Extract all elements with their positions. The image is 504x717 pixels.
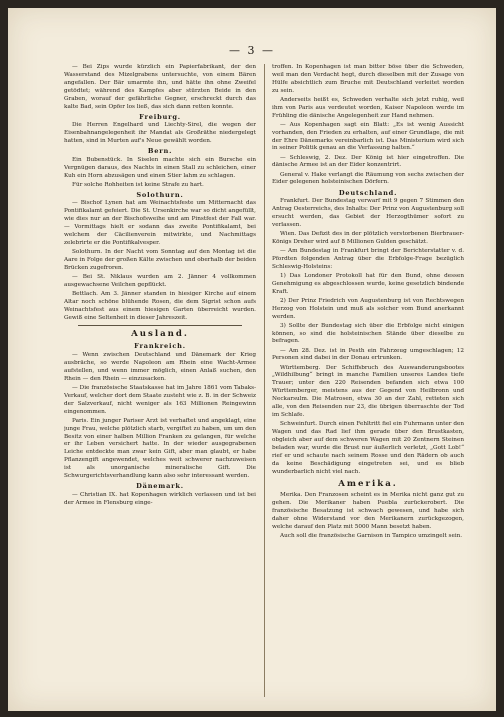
heading-deutschland: Deutschland.	[338, 188, 398, 197]
article-general-hake: General v. Hake verlangt die Räumung von sechs zwischen der Eider gelegenen holsteinischen Dörfern.	[272, 171, 464, 186]
left-column	[64, 64, 256, 714]
article-bundestag-antrag: — Am Bundestag in Frankfurt bringt der Berichterstatter v. d. Pfordten folgenden Antrag über die Erbfolge-Frage bezüglich Schleswig-Holsteins:	[272, 247, 464, 270]
article-frankreich-tabak: — Die französische Staatskasse hat im Jahre 1861 vom Tabaks-Verkauf, welcher dort dem Staate zusteht wie z. B. in der Schweiz der Salzverkauf, nicht weniger als 163 Millionen Reingewinn eingenommen.	[64, 384, 256, 415]
newspaper-page	[8, 8, 496, 711]
article-antrag-1: 1) Das Londoner Protokoll hat für den Bund, ohne dessen Genehmigung es abgeschlossen wurde, keine gesetzlich bindende Kraft.	[272, 272, 464, 295]
right-column	[272, 64, 464, 714]
article-antrag-3: 3) Sollte der Bundestag sich über die Erbfolge nicht einigen können, so sind die holsteinischen Stände über dieselbe zu befragen.	[272, 322, 464, 345]
article-bettlach: Bettlach. Am 3. Jänner standen in hiesiger Kirche auf einem Altar noch schöne blühende Rosen, die dem Sigrist schon aufs Weinachtsfest aus einem hiesigen Garten überreicht wurden. Gewiß eine Seltenheit in dieser Jahreszeit.	[64, 290, 256, 321]
article-schweden: Anderseits heißt es, Schweden verhalte sich jetzt ruhig, weil ihm von Paris aus verdeutet worden, Kaiser Napoleon werde im Frühling die dänische Angelegenheit zur Hand nehmen.	[272, 96, 464, 119]
section-divider	[78, 325, 242, 326]
heading-bern: Bern.	[147, 147, 173, 156]
heading-solothurn: Solothurn.	[136, 190, 184, 199]
page-number: — 3 —	[229, 44, 275, 57]
article-freiburg: Die Herren Engelhard und Liechty-Sirel, die wegen der Eisenbahnangelegenheit ihr Mandat als Großräthe niedergelegt hatten, sind in Murten auf's Neue gewählt worden.	[64, 122, 256, 145]
article-frankfurt-bundestag: Frankfurt. Der Bundestag verwarf mit 9 gegen 7 Stimmen den Antrag Oesterreichs, des Inhalts: Der Prinz von Augustenburg soll ersucht werden, das Gebiet der Herzogthümer sofort zu verlassen.	[272, 198, 464, 228]
heading-daenemark: Dänemark.	[136, 482, 184, 491]
section-amerika: Amerika.	[338, 479, 398, 490]
article-pesth: — Am 28. Dez. ist in Pesth ein Fahrzeug umgeschlagen; 12 Personen sind dabei in der Donau ertrunken.	[272, 347, 464, 362]
heading-frankreich: Frankreich.	[134, 342, 186, 351]
article-zips-bear: — Bei Zips wurde kürzlich ein Papierfabrikant, der den Wasserstand des Mizelgrabens untersuchte, von einem Bären angefallen. Der Bär umarmte ihn, und hätte ihn ohne Zweifel getödtet; während des Kampfes aber stürzten Beide in den Graben, worauf der gefährliche Gegner, erschreckt durch das kalte Bad, sein Opfer los ließ, das sich dann retten konnte.	[64, 64, 256, 110]
article-wuerttemberg: Württemberg. Der Schiffsbruch des Auswanderungsbootes „Wildhilbung“ bringt in manche Familien unseres Landes tiefe Trauer; unter den 220 Reisenden befanden sich etwa 100 Württemberger, meistens aus der Gegend von Heilbronn und Neckarsulm. Die Matrosen, etwa 30 an der Zahl, retteten sich alle, von den Reisenden nur 23, die übrigen überraschte der Tod im Schlafe.	[272, 364, 464, 418]
heading-freiburg: Freiburg.	[139, 112, 181, 121]
article-wien-dreher: Wien. Das Defizit des in der plötzlich verstorbenen Bierbrauer-Königs Dreher wird auf 8 Millionen Gulden geschätzt.	[272, 230, 464, 245]
article-merika: Merika. Den Franzosen scheint es in Merika nicht ganz gut zu gehen. Die Merikaner haben Puebla zurückerobert. Die französische Besatzung ist schwach gewesen, und habe sich daher ohne Widerstand vor den Merikanern zurückgezogen, welche darauf den Platz mit 5000 Mann besetzt haben.	[272, 492, 464, 531]
article-kopenhagen-blatt: — Aus Kopenhagen sagt ein Blatt: „Es ist wenig Aussicht vorhanden, den Frieden zu erhalten, auf einer Grundlage, die mit der Ehre Dänemarks vereinbarlich ist. Das Ministerium wird sich in seiner Politik genau an die Verfassung halten.“	[272, 121, 464, 152]
article-st-niklaus: — Bei St. Niklaus wurden am 2. Jänner 4 vollkommen ausgewachsene Veilchen gepflückt.	[64, 273, 256, 288]
article-frankreich-rhein: — Wenn zwischen Deutschland und Dänemark der Krieg ausbräche, so werde Napoleon am Rhein eine Wacht-Armee aufstellen, und wenn immer möglich, einen Anlaß suchen, den Rhein — den Rhein — einzusacken.	[64, 352, 256, 382]
article-solothurn-aare: Solothurn. In der Nacht vom Sonntag auf den Montag ist die Aare in Folge der großen Kälte zwischen und oberhalb der beiden Brücken zugefroren.	[64, 248, 256, 271]
article-solothurn-bischof: — Bischof Lynen hat am Weinachtsfeste um Mitternacht das Pontifikalamt gefeiert. Die St. Ursenkirche war so dicht angefüllt, wie dies nur an der Bischofsweihe und am Pinstfest der Fall war. — Vormittags hielt er sodann das zweite Pontifikalamt, bei welchem der Cäcilienverein mitwirkte, und Nachmittags zelebrirte er die Pontifikalvesper.	[64, 200, 256, 246]
article-bern-strafe: Für solche Rohheiten ist keine Strafe zu hart.	[72, 181, 204, 188]
article-bern-bubenstueck: Ein Bubenstück. In Siselen machte sich ein Bursche ein Vergnügen daraus, des Nachts in einen Stall zu schleichen, einer Kuh ein Horn abzusägen und einen Stier lahm zu schlagen.	[64, 156, 256, 179]
article-paris-arzt: Paris. Ein junger Pariser Arzt ist verhaftet und angeklagt, eine junge Frau, welche plötzlich starb, vergiftet zu haben, um um den Besitz von einer halben Million Franken zu gelangen, für welche er ihr Leben versichert hatte. In der wieder ausgegrabenen Leiche entdeckte man zwar kein Gift, aber man glaubt, er habe Pflanzengift angewendet, welches weit schwerer nachzuweisen ist als unorganische mineralische Gift. Die Schwurgerichtsverhandlung kann also sehr interessant werden.	[64, 417, 256, 480]
article-schweinfurt: Schweinfurt. Durch einen Fehltritt fiel ein Fuhrmann unter den Wagen und das Rad lief ihm gerade über den Brustkasten, obgleich aber auf dem schweren Wagen mit 20 Zentnern Steinen beladen war, wurde die Brust nur äußerlich verletzt, „Gott Lob!“ rief er und schaute nach seinem Rosse und den Rädern ob auch da keine Beschädigung eingetreten sei, und es blieb wunderbarlich nicht viel nach.	[272, 421, 464, 475]
article-daenemark-christian: — Christian IX. hat Kopenhagen wirklich verlassen und ist bei der Armee in Flensburg einge-	[64, 491, 256, 506]
article-schleswig: — Schleswig, 2. Dez. Der König ist hier eingetroffen. Die dänische Armee ist an der Eider konzentrirt.	[272, 154, 464, 169]
article-antrag-2: 2) Der Prinz Friedrich von Augustenburg ist von Rechtswegen Herzog von Holstein und muß als solcher vom Bund anerkannt werden.	[272, 297, 464, 320]
article-tampico: Auch soll die französische Garnison in Tampico umzingelt sein.	[280, 533, 463, 540]
article-kopenhagen-cont: troffen. In Kopenhagen ist man bitter böse über die Schweden, weil man den Verdacht hegt, durch dieselben mit der Zusage von Hülfe absichtlich zum Bruche mit Deutschland verleitet worden zu sein.	[272, 64, 464, 94]
column-rule	[264, 64, 265, 697]
section-ausland: Ausland.	[131, 329, 189, 340]
